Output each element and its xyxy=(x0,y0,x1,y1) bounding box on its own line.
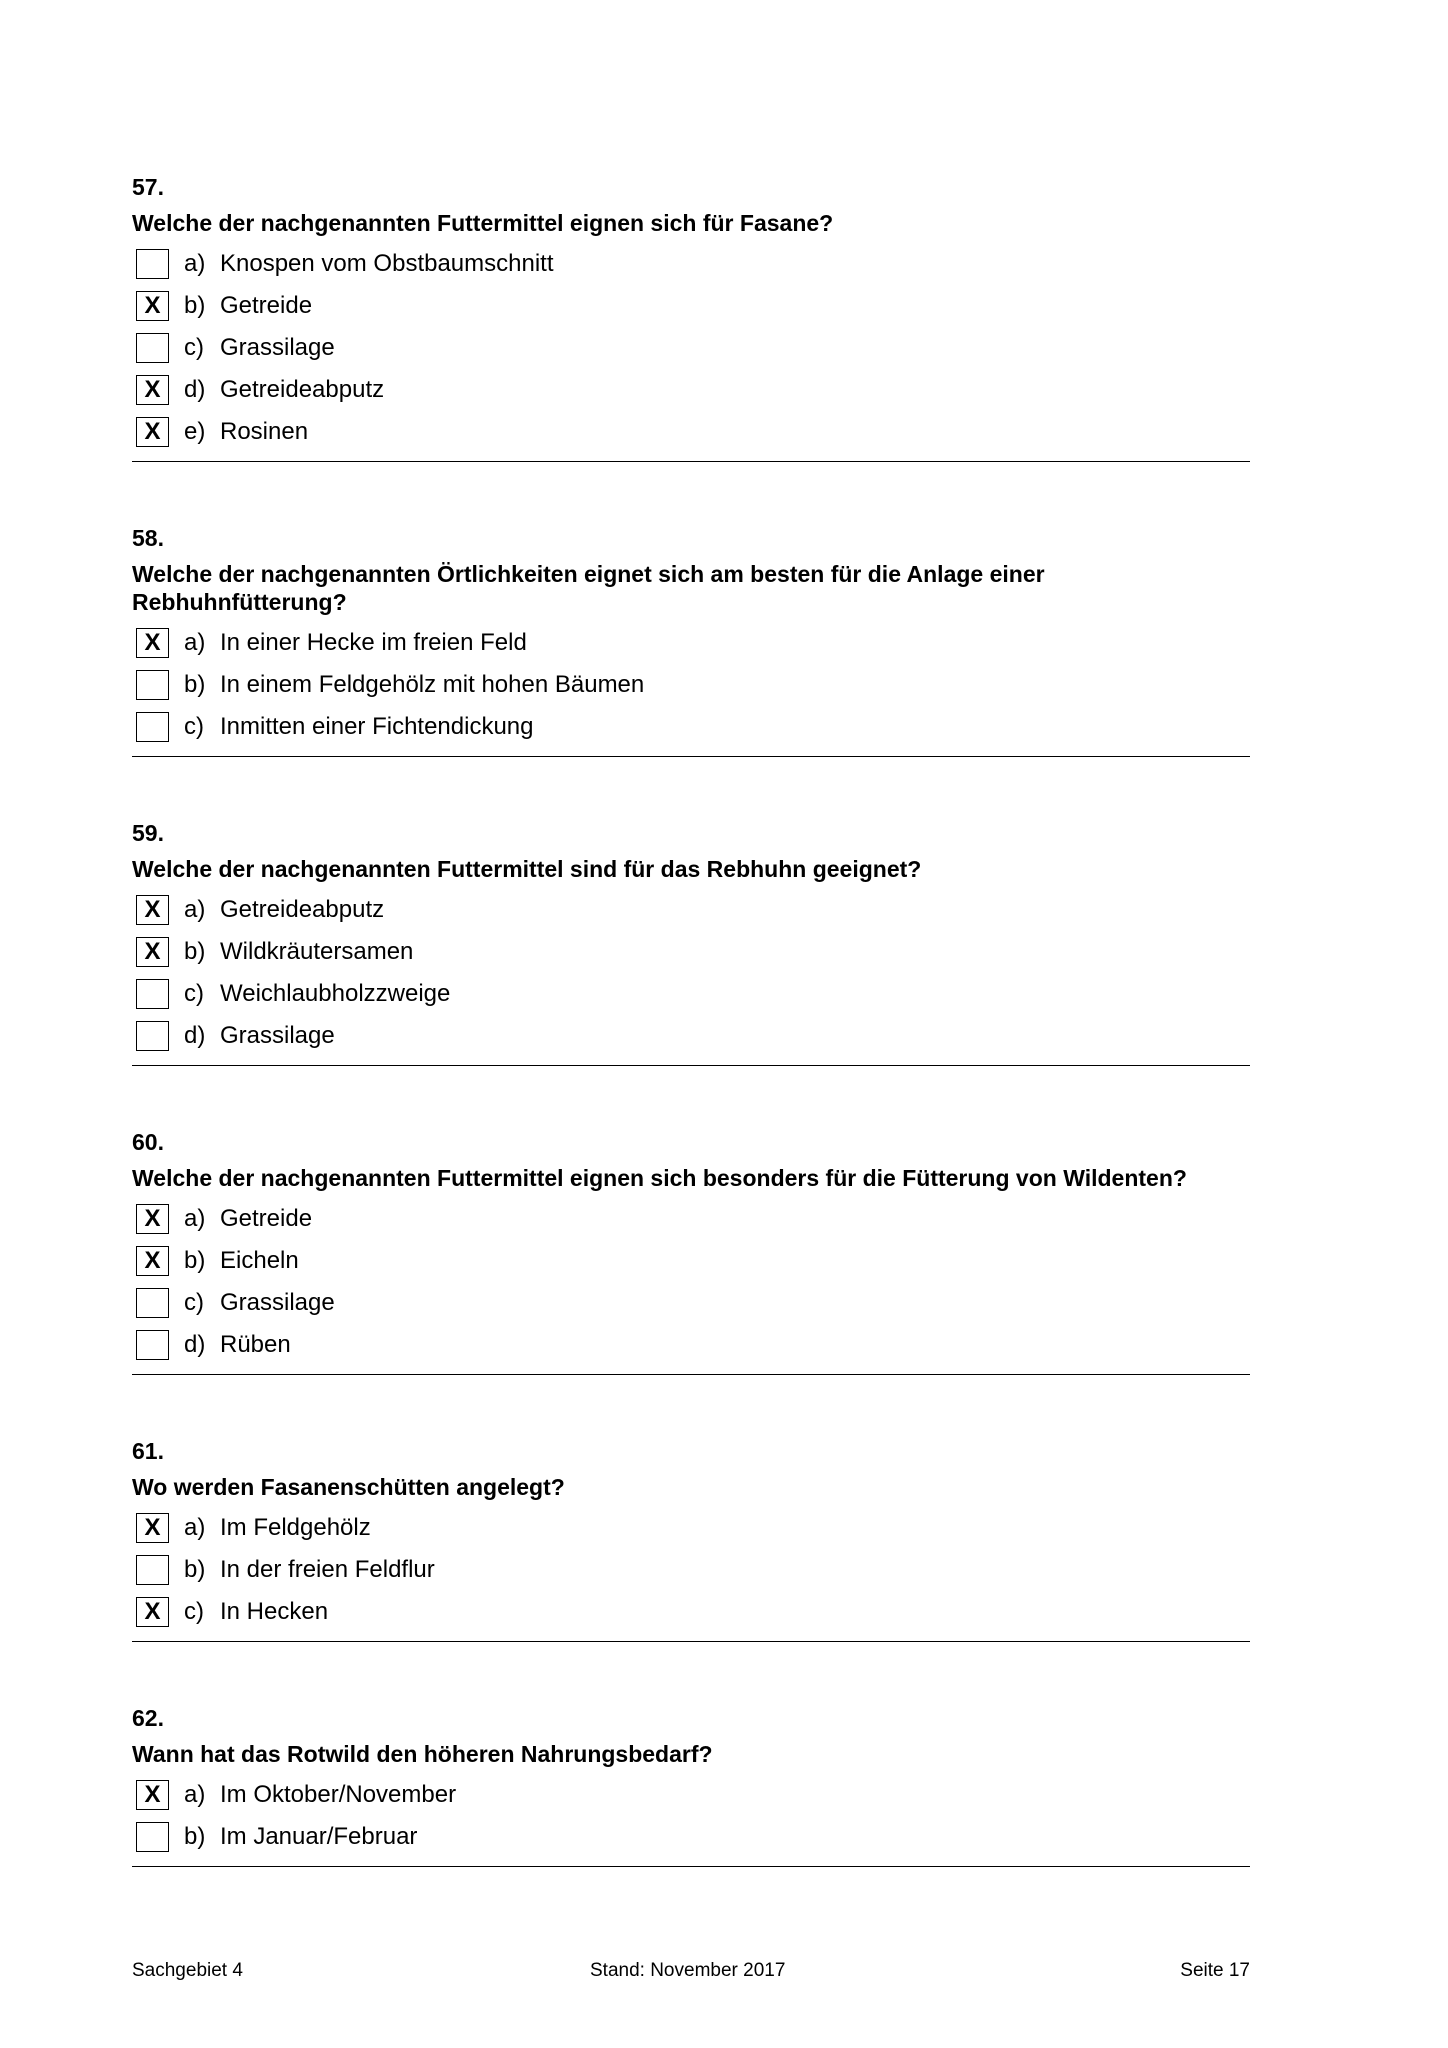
option-letter: b) xyxy=(184,1556,206,1583)
question-number: 61. xyxy=(132,1438,164,1464)
answer-option xyxy=(132,1774,1250,1816)
option-text: Rosinen xyxy=(220,418,309,445)
footer-section-label: Sachgebiet 4 xyxy=(132,1960,243,1981)
footer-page-number: Seite 17 xyxy=(1180,1960,1250,1981)
question-60 xyxy=(132,1128,1250,1375)
answer-option xyxy=(132,1324,1250,1366)
option-text: In der freien Feldflur xyxy=(220,1556,435,1583)
answer-checkbox[interactable] xyxy=(136,1288,169,1318)
answer-checkbox[interactable]: X xyxy=(136,291,169,321)
answer-option xyxy=(132,931,1250,973)
answer-option xyxy=(132,973,1250,1015)
answer-checkbox[interactable] xyxy=(136,1330,169,1360)
answer-option xyxy=(132,411,1250,453)
option-letter: d) xyxy=(184,1331,206,1358)
option-letter: c) xyxy=(184,334,204,361)
question-number: 59. xyxy=(132,820,164,846)
option-text: Grassilage xyxy=(220,1289,335,1316)
option-text: Wildkräutersamen xyxy=(220,938,414,965)
question-list xyxy=(132,173,1250,1929)
option-text: Im Oktober/November xyxy=(220,1781,457,1808)
question-text: Welche der nachgenannten Örtlichkeiten eignet sich am besten für die Anlage einer Rebhuhnfütterung? xyxy=(132,561,1045,615)
answer-checkbox[interactable] xyxy=(136,712,169,742)
question-number: 57. xyxy=(132,174,164,200)
option-text: Im Feldgehölz xyxy=(220,1514,371,1541)
answer-option xyxy=(132,1816,1250,1858)
option-text: Getreideabputz xyxy=(220,896,385,923)
option-letter: c) xyxy=(184,980,204,1007)
answer-option xyxy=(132,285,1250,327)
option-text: Eicheln xyxy=(220,1247,299,1274)
answer-checkbox[interactable] xyxy=(136,249,169,279)
answer-option xyxy=(132,1549,1250,1591)
answer-checkbox[interactable] xyxy=(136,1555,169,1585)
option-letter: b) xyxy=(184,1247,206,1274)
answer-option xyxy=(132,1198,1250,1240)
answer-option xyxy=(132,327,1250,369)
question-number: 60. xyxy=(132,1129,164,1155)
question-text: Wann hat das Rotwild den höheren Nahrungsbedarf? xyxy=(132,1741,713,1767)
answer-option xyxy=(132,243,1250,285)
option-text: Rüben xyxy=(220,1331,291,1358)
question-62 xyxy=(132,1704,1250,1867)
answer-option xyxy=(132,706,1250,748)
answer-checkbox[interactable] xyxy=(136,670,169,700)
answer-checkbox[interactable] xyxy=(136,333,169,363)
answer-checkbox[interactable]: X xyxy=(136,1204,169,1234)
option-letter: a) xyxy=(184,1781,206,1808)
option-text: Inmitten einer Fichtendickung xyxy=(220,713,534,740)
option-letter: a) xyxy=(184,250,206,277)
option-letter: a) xyxy=(184,896,206,923)
option-letter: b) xyxy=(184,938,206,965)
option-letter: d) xyxy=(184,376,206,403)
option-text: Im Januar/Februar xyxy=(220,1823,418,1850)
answer-checkbox[interactable]: X xyxy=(136,1513,169,1543)
option-text: In einer Hecke im freien Feld xyxy=(220,629,527,656)
option-letter: b) xyxy=(184,1823,206,1850)
answer-checkbox[interactable]: X xyxy=(136,937,169,967)
answer-checkbox[interactable] xyxy=(136,1822,169,1852)
answer-checkbox[interactable]: X xyxy=(136,628,169,658)
answer-option xyxy=(132,1507,1250,1549)
question-number: 58. xyxy=(132,525,164,551)
option-letter: c) xyxy=(184,713,204,740)
answer-checkbox[interactable] xyxy=(136,979,169,1009)
answer-option xyxy=(132,622,1250,664)
question-text: Welche der nachgenannten Futtermittel eignen sich für Fasane? xyxy=(132,210,834,236)
option-text: Knospen vom Obstbaumschnitt xyxy=(220,250,554,277)
answer-option xyxy=(132,1015,1250,1057)
option-text: Grassilage xyxy=(220,334,335,361)
option-letter: a) xyxy=(184,1514,206,1541)
answer-checkbox[interactable]: X xyxy=(136,895,169,925)
question-text: Welche der nachgenannten Futtermittel sind für das Rebhuhn geeignet? xyxy=(132,856,922,882)
option-text: Grassilage xyxy=(220,1022,335,1049)
option-letter: a) xyxy=(184,629,206,656)
option-text: Getreideabputz xyxy=(220,376,385,403)
question-59 xyxy=(132,819,1250,1066)
option-letter: b) xyxy=(184,671,206,698)
option-text: In einem Feldgehölz mit hohen Bäumen xyxy=(220,671,645,698)
option-text: In Hecken xyxy=(220,1598,329,1625)
question-text: Wo werden Fasanenschütten angelegt? xyxy=(132,1474,565,1500)
answer-option xyxy=(132,1591,1250,1633)
answer-checkbox[interactable] xyxy=(136,1021,169,1051)
option-letter: b) xyxy=(184,292,206,319)
question-61 xyxy=(132,1437,1250,1642)
footer-date: Stand: November 2017 xyxy=(590,1960,786,1981)
question-58 xyxy=(132,524,1250,757)
option-text: Getreide xyxy=(220,292,313,319)
answer-option xyxy=(132,889,1250,931)
question-text: Welche der nachgenannten Futtermittel eignen sich besonders für die Fütterung von Wildenten? xyxy=(132,1165,1187,1191)
answer-checkbox[interactable]: X xyxy=(136,375,169,405)
answer-option xyxy=(132,369,1250,411)
option-text: Weichlaubholzzweige xyxy=(220,980,451,1007)
question-57 xyxy=(132,173,1250,462)
option-letter: a) xyxy=(184,1205,206,1232)
answer-option xyxy=(132,664,1250,706)
option-letter: c) xyxy=(184,1289,204,1316)
answer-option xyxy=(132,1240,1250,1282)
option-letter: e) xyxy=(184,418,206,445)
option-text: Getreide xyxy=(220,1205,313,1232)
page-footer xyxy=(132,1960,1250,1984)
answer-checkbox[interactable]: X xyxy=(136,1780,169,1810)
answer-option xyxy=(132,1282,1250,1324)
answer-checkbox[interactable]: X xyxy=(136,1597,169,1627)
answer-checkbox[interactable]: X xyxy=(136,417,169,447)
option-letter: c) xyxy=(184,1598,204,1625)
option-letter: d) xyxy=(184,1022,206,1049)
question-number: 62. xyxy=(132,1705,164,1731)
answer-checkbox[interactable]: X xyxy=(136,1246,169,1276)
